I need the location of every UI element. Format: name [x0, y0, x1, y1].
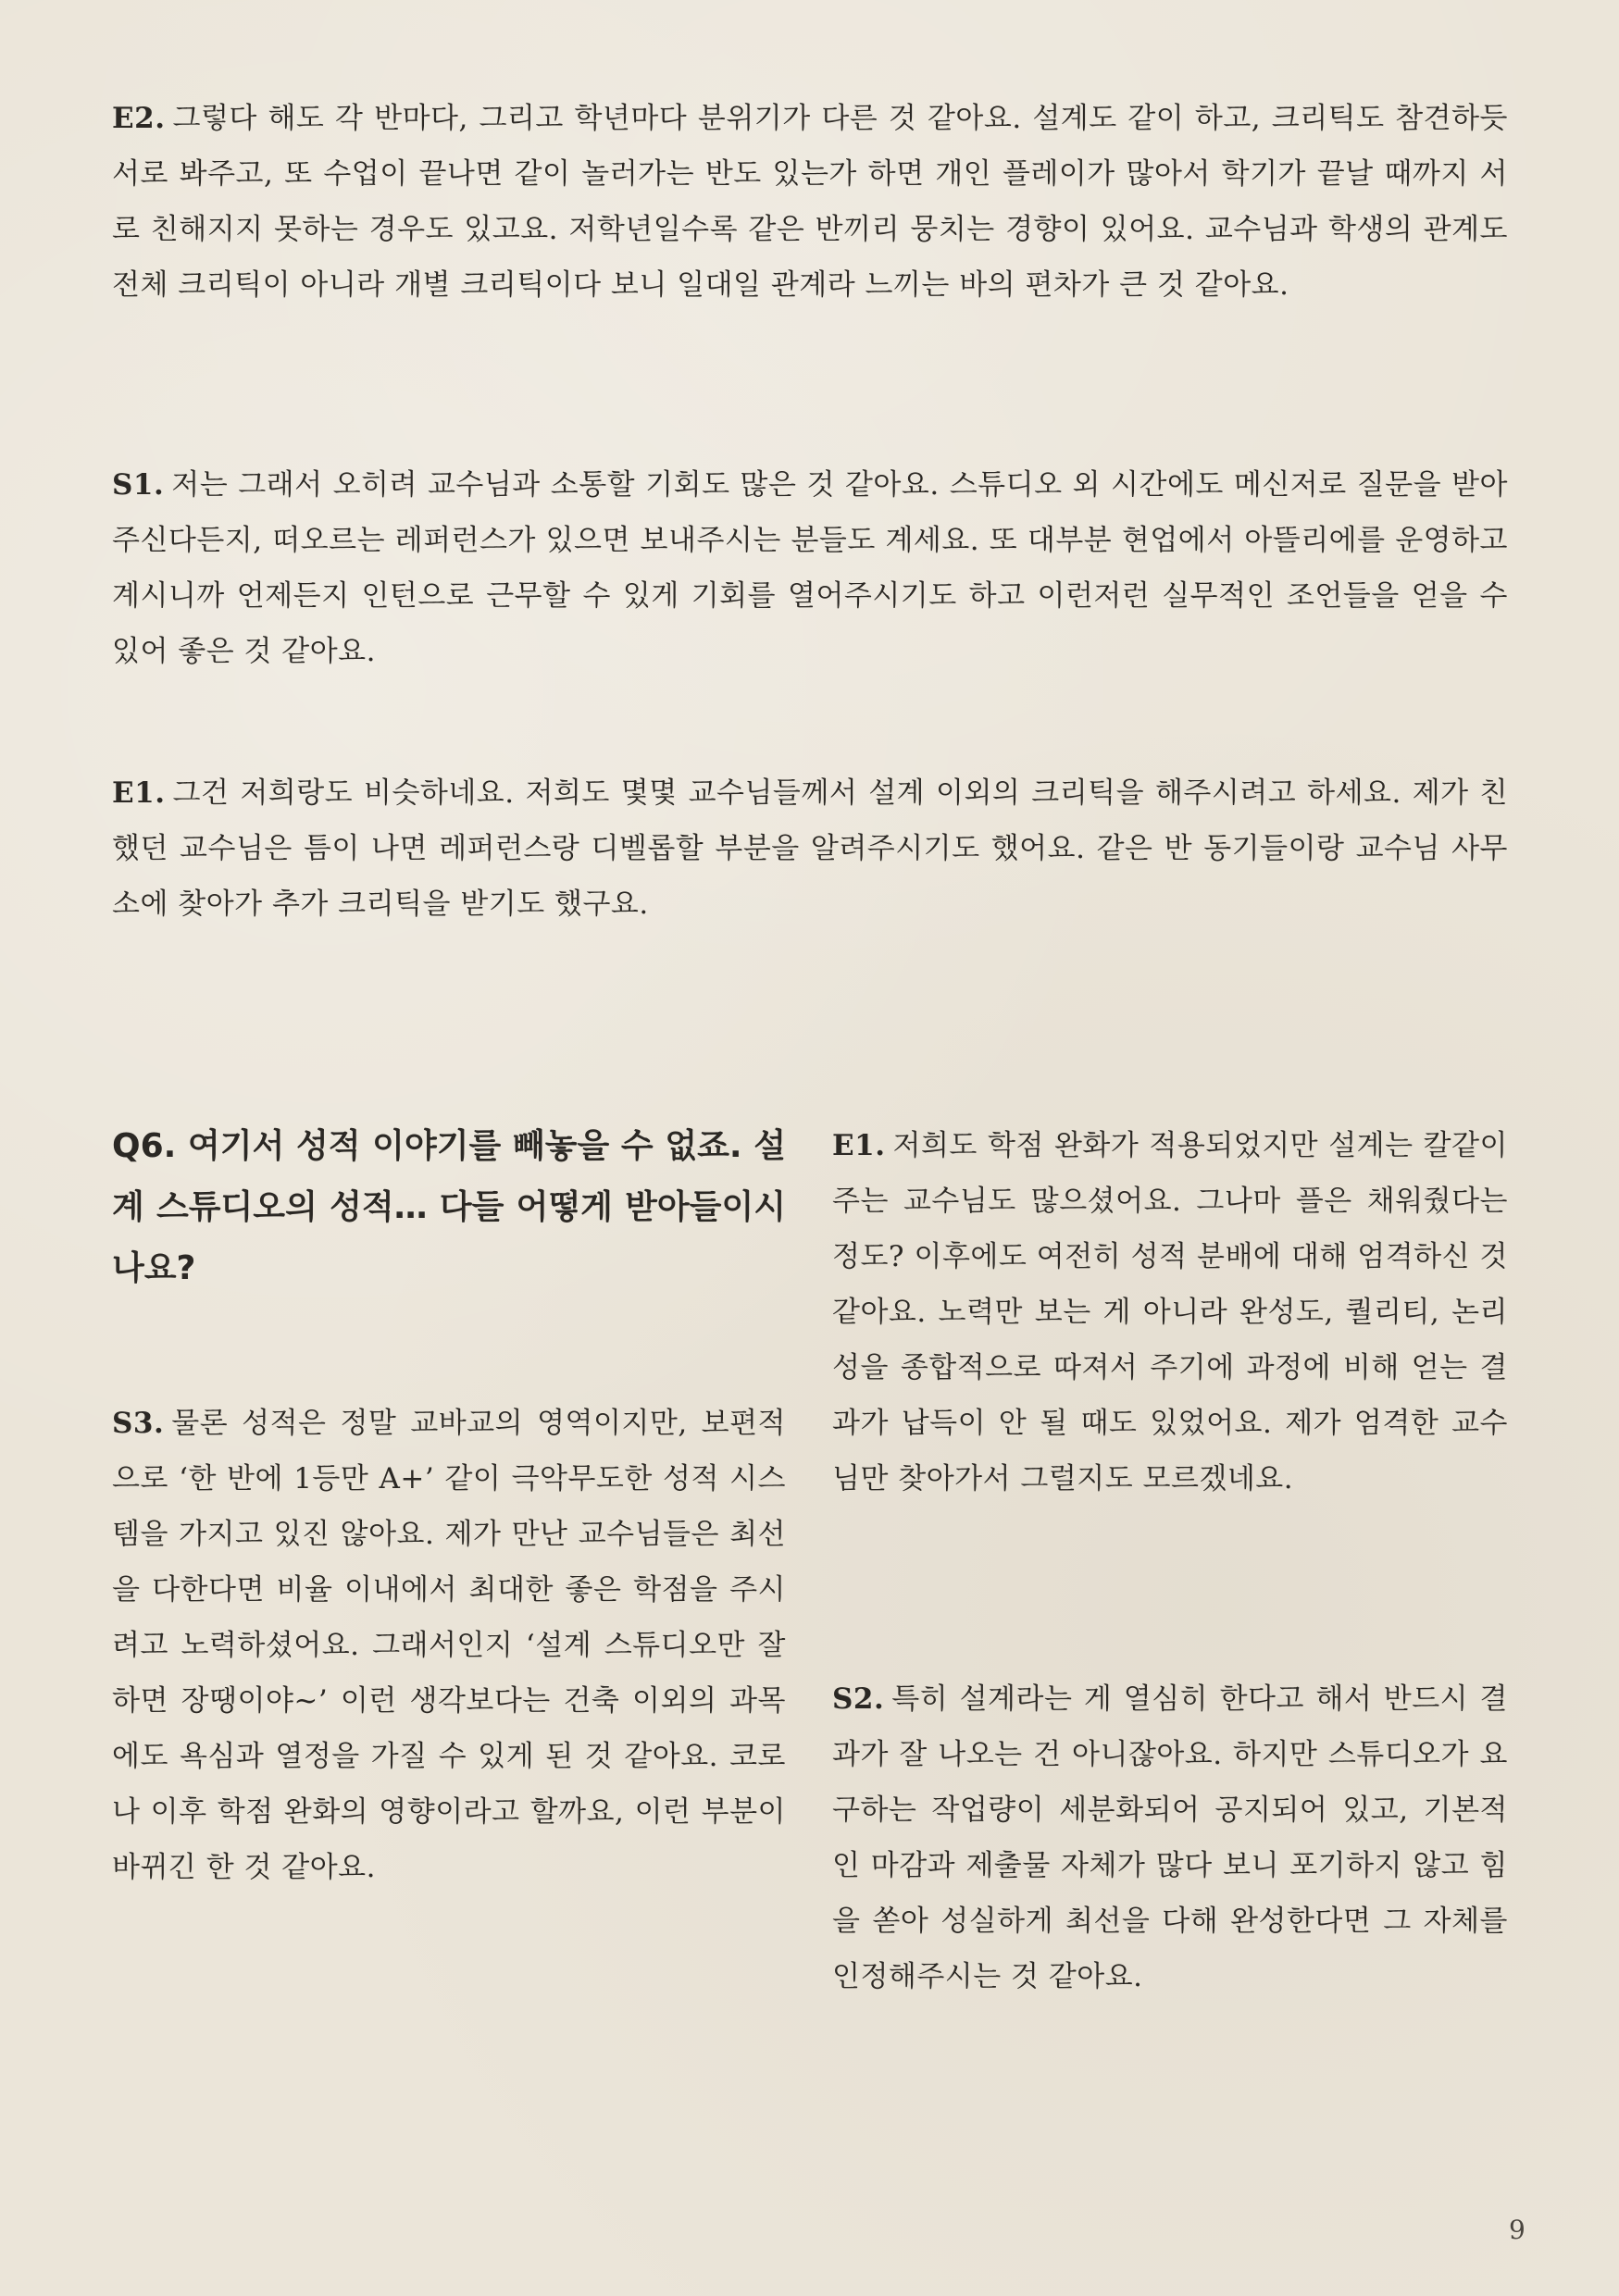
speaker-label: E1.: [112, 776, 166, 810]
paragraph-text: 특히 설계라는 게 열심히 한다고 해서 반드시 결과가 잘 나오는 건 아니잖아요. 하지만 스튜디오가 요구하는 작업량이 세분화되어 공지되어 있고, 기본적인 마감과 제출물 자체가 많다 보니 포기하지 않고 힘을 쏟아 성실하게 최선을 다해 완성한다면 그 자체를 인정해주시는 것 같아요.: [832, 1682, 1508, 1993]
paragraph-text: 그렇다 해도 각 반마다, 그리고 학년마다 분위기가 다른 것 같아요. 설계도 같이 하고, 크리틱도 참견하듯 서로 봐주고, 또 수업이 끝나면 같이 놀러가는 반도 있는가 하면 개인 플레이가 많아서 학기가 끝날 때까지 서로 친해지지 못하는 경우도 있고요. 저학년일수록 같은 반끼리 뭉치는 경향이 있어요. 교수님과 학생의 관계도 전체 크리틱이 아니라 개별 크리틱이다 보니 일대일 관계라 느끼는 바의 편차가 큰 것 같아요.: [112, 102, 1508, 302]
paragraph-text: 저희도 학점 완화가 적용되었지만 설계는 칼같이 주는 교수님도 많으셨어요. 그나마 플은 채워줬다는 정도? 이후에도 여전히 성적 분배에 대해 엄격하신 것 같아요. 노력만 보는 게 아니라 완성도, 퀄리티, 논리성을 종합적으로 따져서 주기에 과정에 비해 얻는 결과가 납득이 안 될 때도 있었어요. 제가 엄격한 교수님만 찾아가서 그럴지도 모르겠네요.: [832, 1129, 1508, 1496]
page-number: 9: [1509, 2215, 1526, 2245]
speaker-label: E2.: [112, 102, 166, 135]
paragraph-s1: [112, 457, 1508, 679]
paragraph-text: 저는 그래서 오히려 교수님과 소통할 기회도 많은 것 같아요. 스튜디오 외 시간에도 메신저로 질문을 받아주신다든지, 떠오르는 레퍼런스가 있으면 보내주시는 분들도 계세요. 또 대부분 현업에서 아뜰리에를 운영하고 계시니까 언제든지 인턴으로 근무할 수 있게 기회를 열어주시기도 하고 이런저런 실무적인 조언들을 얻을 수 있어 좋은 것 같아요.: [112, 468, 1508, 668]
paragraph-e2: [112, 91, 1508, 313]
paragraph-s3: [112, 1396, 786, 1895]
speaker-label: E1.: [832, 1129, 886, 1162]
paragraph-text: 물론 성적은 정말 교바교의 영역이지만, 보편적으로 ‘한 반에 1등만 A+’ 같이 극악무도한 성적 시스템을 가지고 있진 않아요. 제가 만난 교수님들은 최선을 다한다면 비율 이내에서 최대한 좋은 학점을 주시려고 노력하셨어요. 그래서인지 ‘설계 스튜디오만 잘하면 장땡이야~’ 이런 생각보다는 건축 이외의 과목에도 욕심과 열정을 가질 수 있게 된 것 같아요. 코로나 이후 학점 완화의 영향이라고 할까요, 이런 부분이 바뀌긴 한 것 같아요.: [112, 1407, 786, 1884]
paragraph-e1-right: [832, 1118, 1508, 1507]
speaker-label: S2.: [832, 1682, 885, 1716]
speaker-label: S3.: [112, 1407, 165, 1440]
paragraph-e1-top: [112, 765, 1508, 932]
question-heading: Q6. 여기서 성적 이야기를 빼놓을 수 없죠. 설계 스튜디오의 성적… 다들 어떻게 받아들이시나요?: [112, 1127, 786, 1287]
paragraph-text: 그건 저희랑도 비슷하네요. 저희도 몇몇 교수님들께서 설계 이외의 크리틱을 해주시려고 하세요. 제가 친했던 교수님은 틈이 나면 레퍼런스랑 디벨롭할 부분을 알려주시기도 했어요. 같은 반 동기들이랑 교수님 사무소에 찾아가 추가 크리틱을 받기도 했구요.: [112, 776, 1508, 921]
paragraph-s2: [832, 1671, 1508, 2004]
speaker-label: S1.: [112, 468, 165, 502]
